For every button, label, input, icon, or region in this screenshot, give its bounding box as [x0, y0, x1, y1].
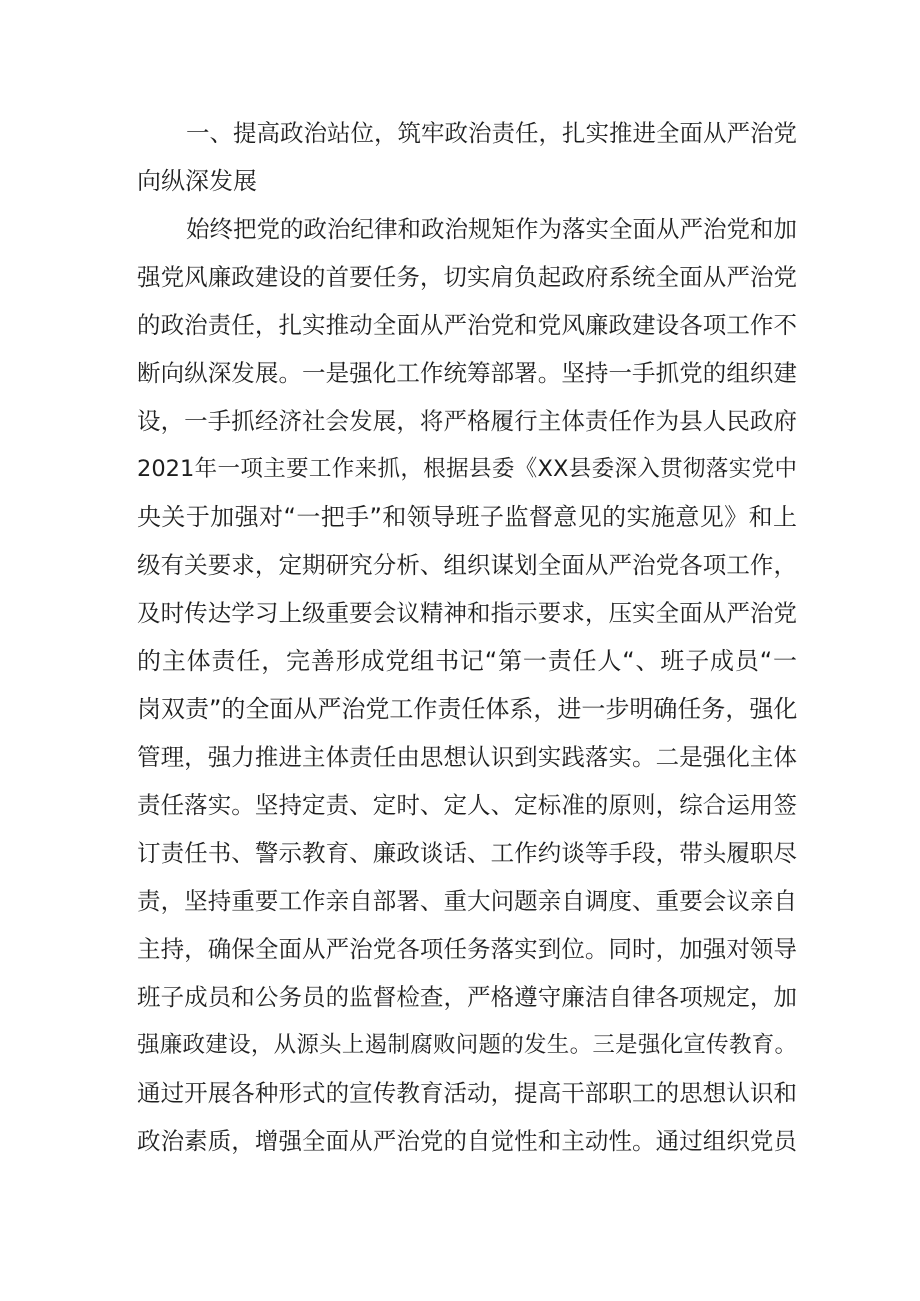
paragraph-line: 2021年一项主要工作来抓，根据县委《XX县委深入贯彻落实党中: [137, 456, 797, 482]
paragraph-line: 订责任书、警示教育、廉政谈话、工作约谈等手段，带头履职尽: [137, 839, 797, 867]
paragraph-line: 央关于加强对“一把手”和领导班子监督意见的实施意见》和上: [137, 503, 797, 531]
paragraph-line: 强党风廉政建设的首要任务，切实肩负起政府系统全面从严治党: [137, 263, 797, 291]
paragraph-line: 主持，确保全面从严治党各项任务落实到位。同时，加强对领导: [137, 935, 797, 963]
paragraph-line: 责，坚持重要工作亲自部署、重大问题亲自调度、重要会议亲自: [137, 887, 797, 915]
paragraph-line: 通过开展各种形式的宣传教育活动，提高干部职工的思想认识和: [137, 1079, 797, 1107]
paragraph-line: 政治素质，增强全面从严治党的自觉性和主动性。通过组织党员: [137, 1127, 797, 1155]
paragraph-line: 班子成员和公务员的监督检查，严格遵守廉洁自律各项规定，加: [137, 983, 797, 1011]
paragraph-line: 及时传达学习上级重要会议精神和指示要求，压实全面从严治党: [137, 599, 797, 627]
paragraph-line: 断向纵深发展。一是强化工作统筹部署。坚持一手抓党的组织建: [137, 359, 797, 387]
paragraph-line: 的政治责任，扎实推动全面从严治党和党风廉政建设各项工作不: [137, 311, 797, 339]
paragraph-line: 责任落实。坚持定责、定时、定人、定标准的原则，综合运用签: [137, 791, 797, 819]
paragraph-line: 级有关要求，定期研究分析、组织谋划全面从严治党各项工作，: [137, 551, 797, 579]
section-heading-line-2: 向纵深发展: [137, 167, 257, 195]
paragraph-line: 始终把党的政治纪律和政治规矩作为落实全面从严治党和加: [186, 215, 797, 243]
paragraph-line: 设，一手抓经济社会发展，将严格履行主体责任作为县人民政府: [137, 407, 797, 435]
paragraph-line: 管理，强力推进主体责任由思想认识到实践落实。二是强化主体: [137, 743, 797, 771]
paragraph-line: 的主体责任，完善形成党组书记“第一责任人“、班子成员“一: [137, 647, 797, 675]
paragraph-line: 岗双责”的全面从严治党工作责任体系，进一步明确任务，强化: [137, 695, 798, 723]
paragraph-line: 强廉政建设，从源头上遏制腐败问题的发生。三是强化宣传教育。: [137, 1032, 797, 1058]
section-heading-line-1: 一、提高政治站位，筑牢政治责任，扎实推进全面从严治党: [186, 119, 797, 147]
